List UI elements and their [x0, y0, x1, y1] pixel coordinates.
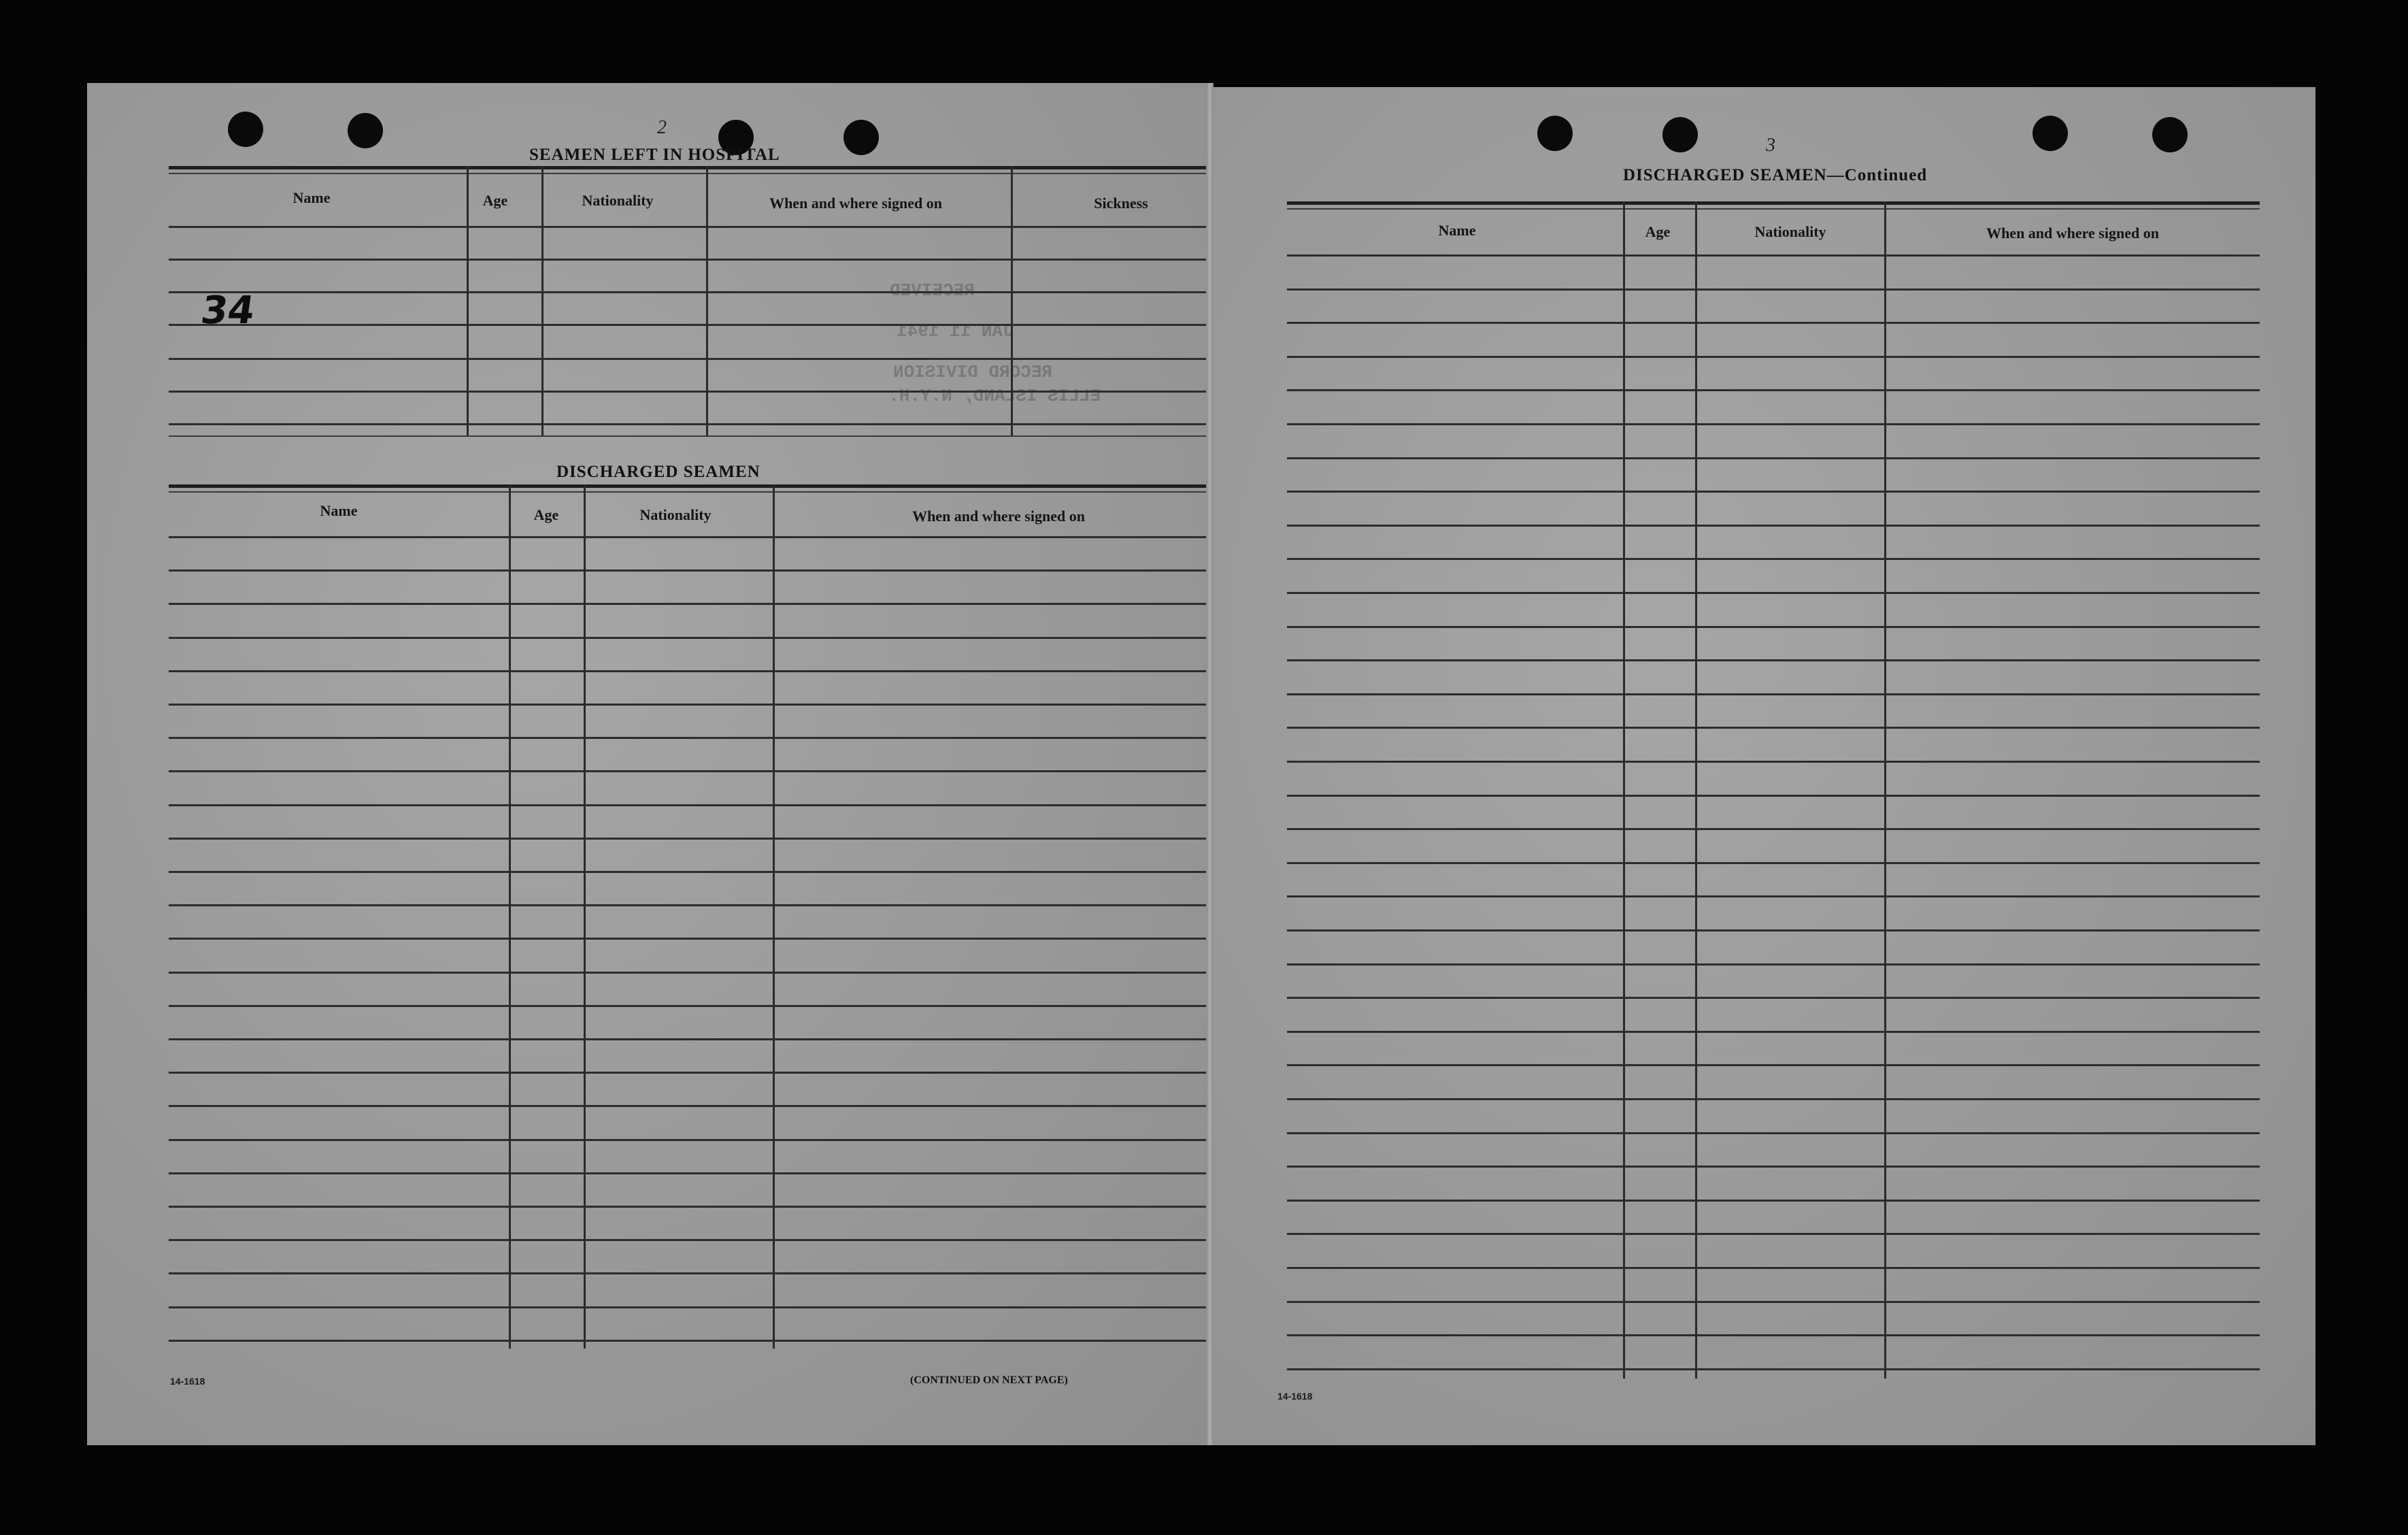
row-rule	[1287, 997, 2260, 999]
row-rule	[1287, 929, 2260, 931]
column-header: Age	[533, 506, 559, 523]
column-header: Name	[1438, 222, 1476, 239]
row-rule	[1287, 895, 2260, 897]
table-top-rule	[1287, 201, 2260, 205]
row-rule	[169, 1005, 1233, 1007]
punch-hole	[2033, 116, 2068, 151]
row-rule	[169, 1306, 1233, 1308]
row-rule	[169, 1172, 1233, 1174]
row-rule	[169, 1340, 1233, 1342]
row-rule	[1287, 693, 2260, 695]
column-header: When and where signed on	[912, 508, 1085, 525]
discharged-table	[169, 484, 1233, 1369]
section-title-discharged-continued: DISCHARGED SEAMEN—Continued	[1623, 166, 1928, 184]
row-rule	[169, 1272, 1233, 1274]
row-rule	[169, 838, 1233, 840]
row-rule	[1287, 525, 2260, 527]
punch-hole	[348, 113, 383, 148]
row-rule	[1287, 1064, 2260, 1066]
table-top-rule	[169, 484, 1233, 488]
column-divider	[1623, 201, 1625, 1379]
table-top-rule	[169, 166, 1237, 169]
bleed-stamp-line: RECORD DIVISION	[893, 362, 1053, 382]
row-rule	[1287, 1098, 2260, 1100]
column-header: Age	[482, 192, 508, 209]
row-rule	[169, 972, 1233, 974]
column-divider	[1884, 201, 1886, 1379]
row-rule	[1287, 457, 2260, 459]
column-header: When and where signed on	[769, 195, 942, 212]
row-rule	[169, 871, 1233, 873]
row-rule	[1287, 963, 2260, 965]
row-rule	[1287, 1166, 2260, 1168]
row-rule	[1287, 862, 2260, 864]
table-top-rule	[169, 173, 1237, 174]
row-rule	[169, 770, 1233, 772]
row-rule	[1287, 1031, 2260, 1033]
bleed-stamp-line: RECEIVED	[890, 280, 975, 301]
row-rule	[1287, 1233, 2260, 1235]
column-divider	[541, 166, 544, 437]
row-rule	[169, 1139, 1233, 1141]
row-rule	[1287, 761, 2260, 763]
page-number: 2	[657, 117, 667, 138]
column-header: Age	[1645, 223, 1671, 240]
column-header: Nationality	[1754, 223, 1826, 240]
row-rule	[1287, 795, 2260, 797]
row-rule	[169, 259, 1237, 261]
row-rule	[169, 324, 1237, 326]
punch-hole	[2152, 117, 2188, 152]
row-rule	[1287, 727, 2260, 729]
row-rule	[169, 1239, 1233, 1241]
row-rule	[169, 1072, 1233, 1074]
column-divider	[467, 166, 469, 437]
row-rule	[1287, 659, 2260, 661]
row-rule	[1287, 491, 2260, 493]
column-divider	[509, 484, 511, 1349]
row-rule	[169, 704, 1233, 706]
row-rule	[169, 435, 1237, 437]
row-rule	[169, 536, 1233, 538]
row-rule	[169, 226, 1237, 228]
row-rule	[1287, 356, 2260, 358]
punch-hole	[843, 120, 879, 155]
form-number: 14-1618	[170, 1376, 205, 1387]
row-rule	[1287, 1200, 2260, 1202]
column-divider	[584, 484, 586, 1349]
row-rule	[1287, 389, 2260, 391]
punch-hole	[1537, 116, 1573, 151]
column-divider	[706, 166, 708, 437]
row-rule	[169, 1038, 1233, 1040]
row-rule	[1287, 626, 2260, 628]
page-fold	[1206, 83, 1214, 1445]
row-rule	[169, 1105, 1233, 1107]
table-top-rule	[1287, 208, 2260, 210]
row-rule	[1287, 1301, 2260, 1303]
row-rule	[169, 291, 1237, 293]
bleed-stamp-line: JAN 11 1941	[897, 321, 1014, 342]
column-header: Sickness	[1094, 195, 1148, 212]
right-page	[1214, 87, 2315, 1445]
left-page	[87, 83, 1206, 1445]
row-rule	[1287, 1334, 2260, 1336]
row-rule	[1287, 592, 2260, 594]
page-number: 3	[1766, 135, 1775, 156]
column-header: When and where signed on	[1986, 225, 2159, 242]
row-rule	[169, 603, 1233, 605]
handwritten-mark: 34	[198, 288, 258, 333]
row-rule	[1287, 828, 2260, 830]
row-rule	[169, 391, 1237, 393]
discharged-continued-table	[1287, 201, 2260, 1379]
row-rule	[1287, 322, 2260, 324]
row-rule	[169, 737, 1233, 739]
punch-hole	[228, 112, 263, 147]
column-divider	[773, 484, 775, 1349]
row-rule	[169, 423, 1237, 425]
row-rule	[169, 570, 1233, 572]
section-title-discharged: DISCHARGED SEAMEN	[556, 463, 760, 481]
row-rule	[169, 904, 1233, 906]
row-rule	[1287, 1368, 2260, 1370]
column-header: Name	[320, 502, 358, 519]
row-rule	[1287, 1267, 2260, 1269]
column-header: Nationality	[639, 506, 712, 523]
row-rule	[1287, 558, 2260, 560]
row-rule	[169, 1206, 1233, 1208]
section-title-hospital: SEAMEN LEFT IN HOSPITAL	[529, 146, 780, 164]
punch-hole	[1662, 117, 1698, 152]
column-header: Name	[292, 189, 331, 206]
column-divider	[1695, 201, 1697, 1379]
row-rule	[1287, 423, 2260, 425]
row-rule	[169, 938, 1233, 940]
column-divider	[1011, 166, 1013, 437]
row-rule	[169, 637, 1233, 639]
row-rule	[169, 670, 1233, 672]
form-number: 14-1618	[1277, 1391, 1313, 1402]
continued-footer: (CONTINUED ON NEXT PAGE)	[910, 1374, 1068, 1386]
table-top-rule	[169, 491, 1233, 493]
column-header: Nationality	[582, 192, 654, 209]
row-rule	[1287, 254, 2260, 257]
row-rule	[1287, 1132, 2260, 1134]
bleed-stamp-line: ELLIS ISLAND, N.Y.H.	[888, 386, 1101, 406]
row-rule	[169, 358, 1237, 360]
row-rule	[1287, 288, 2260, 291]
row-rule	[169, 804, 1233, 806]
